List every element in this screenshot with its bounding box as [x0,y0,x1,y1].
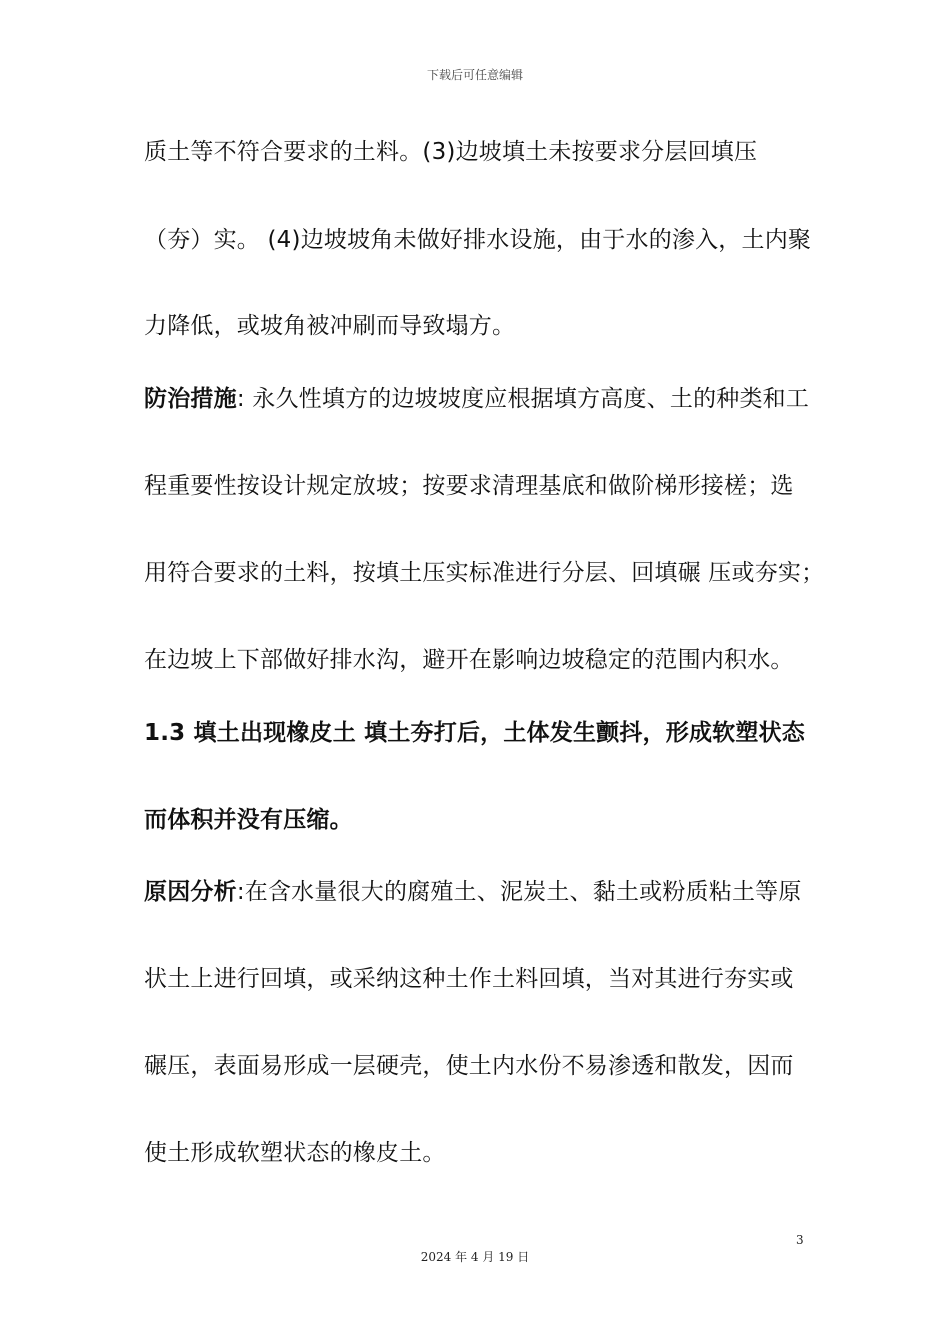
paragraph-2-line-1 [144,384,809,414]
footer-date: 2024 年 4 月 19 日 [420,1250,530,1264]
paragraph-1-line-2: （夯）实。 (4)边坡坡角未做好排水设施，由于水的渗入，土内聚 [144,227,812,253]
page-number: 3 [796,1233,804,1247]
cause-analysis-label: 原因分析 [144,879,237,905]
paragraph-4-line-3: 碾压，表面易形成一层硬壳，使土内水份不易渗透和散发，因而 [144,1053,794,1079]
page-header: 下载后可任意编辑 [426,68,523,82]
paragraph-4-line-4: 使土形成软塑状态的橡皮土。 [144,1140,446,1166]
paragraph-4-line-2: 状土上进行回填，或采纳这种土作土料回填，当对其进行夯实或 [144,966,794,992]
paragraph-2-line-2: 程重要性按设计规定放坡；按要求清理基底和做阶梯形接槎；选 [144,473,794,499]
paragraph-2-line-1-text: : 永久性填方的边坡坡度应根据填方高度、土的种类和工 [236,386,810,412]
prevention-measures-label: 防治措施 [144,386,237,412]
section-heading-line-2: 而体积并没有压缩。 [144,807,353,833]
paragraph-2-line-4: 在边坡上下部做好排水沟，避开在影响边坡稳定的范围内积水。 [144,647,794,673]
section-heading-line-1: 1.3 填土出现橡皮土 填土夯打后，土体发生颤抖，形成软塑状态 [144,720,805,746]
paragraph-4-line-1-text: :在含水量很大的腐殖土、泥炭土、黏土或粉质粘土等原 [236,879,802,905]
paragraph-1-line-1: 质土等不符合要求的土料。(3)边坡填土未按要求分层回填压 [144,139,758,165]
paragraph-1-line-3: 力降低，或坡角被冲刷而导致塌方。 [144,313,516,339]
paragraph-4-line-1 [144,877,802,907]
paragraph-2-line-3: 用符合要求的土料，按填土压实标准进行分层、回填碾 压或夯实； [144,560,825,586]
